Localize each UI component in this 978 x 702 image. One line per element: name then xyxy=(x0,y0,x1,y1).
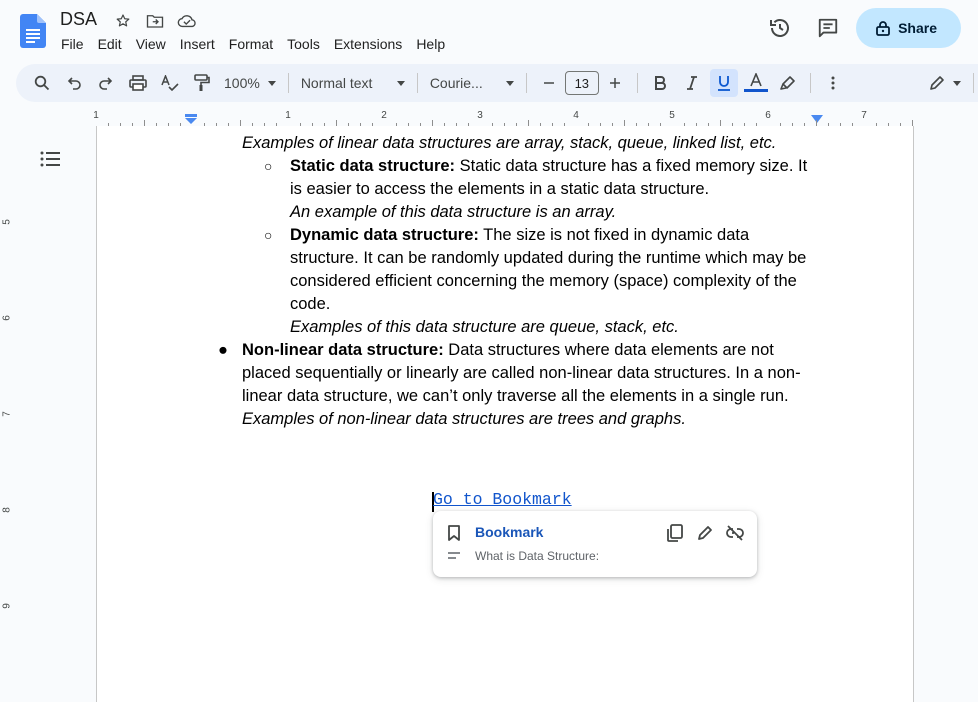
copy-link-button[interactable] xyxy=(661,519,689,547)
zoom-value: 100% xyxy=(224,75,260,91)
undo-button[interactable] xyxy=(60,69,88,97)
increase-font-size-button[interactable] xyxy=(601,69,629,97)
search-icon xyxy=(34,75,50,91)
link-off-icon xyxy=(726,525,744,541)
ruler-label: 1 xyxy=(285,110,291,121)
menu-edit[interactable]: Edit xyxy=(97,36,122,52)
toolbar-divider xyxy=(973,73,974,93)
text-color-button[interactable] xyxy=(742,69,770,97)
history-icon xyxy=(768,16,792,40)
nonlinear-title: Non-linear data structure: xyxy=(242,341,444,359)
comments-button[interactable] xyxy=(808,8,848,48)
list-item xyxy=(242,224,822,339)
heading-text-icon xyxy=(447,551,461,561)
ruler-label: 2 xyxy=(381,110,387,121)
bookmark-heading: What is Data Structure: xyxy=(475,549,600,563)
plus-icon xyxy=(609,77,621,89)
menu-file[interactable]: File xyxy=(61,36,84,52)
document-title[interactable]: DSA xyxy=(60,9,98,29)
chevron-down-icon xyxy=(953,81,961,86)
paint-format-button[interactable] xyxy=(188,69,216,97)
cloud-saved-icon[interactable] xyxy=(176,10,198,32)
toolbar-divider xyxy=(637,73,638,93)
chevron-down-icon xyxy=(268,81,276,86)
ruler-label: 6 xyxy=(765,110,771,121)
spellcheck-icon xyxy=(161,75,179,91)
italic-icon xyxy=(686,76,698,90)
star-icon[interactable] xyxy=(112,10,134,32)
style-select[interactable] xyxy=(295,69,411,97)
nonlinear-example: Examples of non-linear data structures are trees and graphs. xyxy=(242,410,686,428)
vertical-ruler[interactable] xyxy=(0,126,16,702)
header-actions xyxy=(760,8,978,48)
dynamic-example: Examples of this data structure are queue, stack, etc. xyxy=(290,318,679,336)
version-history-button[interactable] xyxy=(760,8,800,48)
ruler-label: 9 xyxy=(1,603,13,609)
redo-button[interactable] xyxy=(92,69,120,97)
menu-extensions[interactable]: Extensions xyxy=(333,36,403,52)
bookmark-icon xyxy=(447,525,461,541)
toolbar-divider xyxy=(417,73,418,93)
docs-logo-icon[interactable] xyxy=(20,14,46,48)
title-icons xyxy=(112,10,198,32)
indent-marker-icon[interactable] xyxy=(185,114,197,124)
share-button[interactable] xyxy=(856,8,961,48)
dynamic-text: The size is not fixed in dynamic data structure. It can be randomly updated during the runtime which may be considered efficient concerning the memory (space) complexity of the code. xyxy=(290,226,807,313)
ruler-label: 7 xyxy=(1,411,13,417)
font-value: Courie... xyxy=(429,75,483,91)
pencil-icon xyxy=(929,75,945,91)
document-page[interactable] xyxy=(96,126,914,702)
nonlinear-text: Data structures where data elements are not placed sequentially or linearly are called non-linear data structures. In a non-linear data structure, we can’t only traverse all the elements in a single run. xyxy=(242,341,801,405)
more-vert-icon xyxy=(831,76,835,90)
hollow-bullet-icon: ○ xyxy=(264,158,273,174)
bookmark-link[interactable]: Bookmark xyxy=(475,524,544,540)
ruler-label: 4 xyxy=(573,110,579,121)
font-size-input[interactable]: 13 xyxy=(565,71,599,95)
document-body[interactable] xyxy=(218,132,822,431)
print-button[interactable] xyxy=(124,69,152,97)
chevron-down-icon xyxy=(506,81,514,86)
static-text: Static data structure has a fixed memory size. It is easier to access the elements in a static data structure. xyxy=(290,157,808,198)
toolbar-divider xyxy=(288,73,289,93)
ruler-label: 1 xyxy=(93,110,99,121)
right-indent-marker-icon[interactable] xyxy=(811,115,823,123)
document-outline-button[interactable] xyxy=(40,150,60,173)
horizontal-ruler[interactable] xyxy=(93,110,978,126)
linear-examples-text: Examples of linear data structures are array, stack, queue, linked list, etc. xyxy=(242,134,777,152)
header xyxy=(0,0,978,62)
copy-icon xyxy=(667,524,683,542)
lock-icon xyxy=(876,20,890,36)
underline-button[interactable] xyxy=(710,69,738,97)
minus-icon xyxy=(543,77,555,89)
hollow-bullet-icon: ○ xyxy=(264,227,273,243)
menu-insert[interactable]: Insert xyxy=(179,36,215,52)
undo-icon xyxy=(66,75,82,91)
style-value: Normal text xyxy=(300,75,373,91)
ruler-label: 6 xyxy=(1,315,13,321)
menu-view[interactable]: View xyxy=(135,36,166,52)
list-icon xyxy=(40,150,60,168)
editing-mode-select[interactable] xyxy=(923,69,967,97)
bold-icon xyxy=(654,76,666,90)
remove-link-button[interactable] xyxy=(721,519,749,547)
toolbar-divider xyxy=(526,73,527,93)
bold-button[interactable] xyxy=(646,69,674,97)
menu-format[interactable]: Format xyxy=(228,36,274,52)
go-to-bookmark-link[interactable]: Go to Bookmark xyxy=(433,490,572,509)
more-options-button[interactable] xyxy=(819,69,847,97)
redo-icon xyxy=(98,75,114,91)
menu-tools[interactable]: Tools xyxy=(287,36,320,52)
italic-button[interactable] xyxy=(678,69,706,97)
zoom-select[interactable] xyxy=(218,69,282,97)
bullet-icon: ● xyxy=(218,341,228,359)
ruler-label: 3 xyxy=(477,110,483,121)
dynamic-title: Dynamic data structure: xyxy=(290,226,479,244)
paint-format-icon xyxy=(194,74,210,92)
ruler-label: 8 xyxy=(1,507,13,513)
list-item xyxy=(218,339,822,431)
spellcheck-button[interactable] xyxy=(156,69,184,97)
menubar xyxy=(54,35,452,53)
font-select[interactable] xyxy=(424,69,520,97)
pencil-icon xyxy=(697,525,713,541)
comment-icon xyxy=(817,17,839,39)
ruler-label: 5 xyxy=(669,110,675,121)
move-folder-icon[interactable] xyxy=(144,10,166,32)
chevron-down-icon xyxy=(397,81,405,86)
edit-link-button[interactable] xyxy=(691,519,719,547)
search-menus-button[interactable] xyxy=(28,69,56,97)
highlight-color-button[interactable] xyxy=(774,69,802,97)
static-example: An example of this data structure is an array. xyxy=(290,203,617,221)
text-color-icon xyxy=(744,73,768,93)
ruler-label: 5 xyxy=(1,219,13,225)
menu-help[interactable]: Help xyxy=(416,36,446,52)
bookmark-actions xyxy=(661,519,749,547)
bookmark-popup xyxy=(433,511,757,577)
toolbar xyxy=(16,64,978,102)
decrease-font-size-button[interactable] xyxy=(535,69,563,97)
underline-icon xyxy=(717,75,731,91)
ruler-label: 7 xyxy=(861,110,867,121)
toolbar-divider xyxy=(810,73,811,93)
share-label: Share xyxy=(898,20,937,36)
print-icon xyxy=(129,75,147,91)
static-title: Static data structure: xyxy=(290,157,456,175)
list-item xyxy=(242,155,822,224)
highlighter-icon xyxy=(780,75,796,91)
